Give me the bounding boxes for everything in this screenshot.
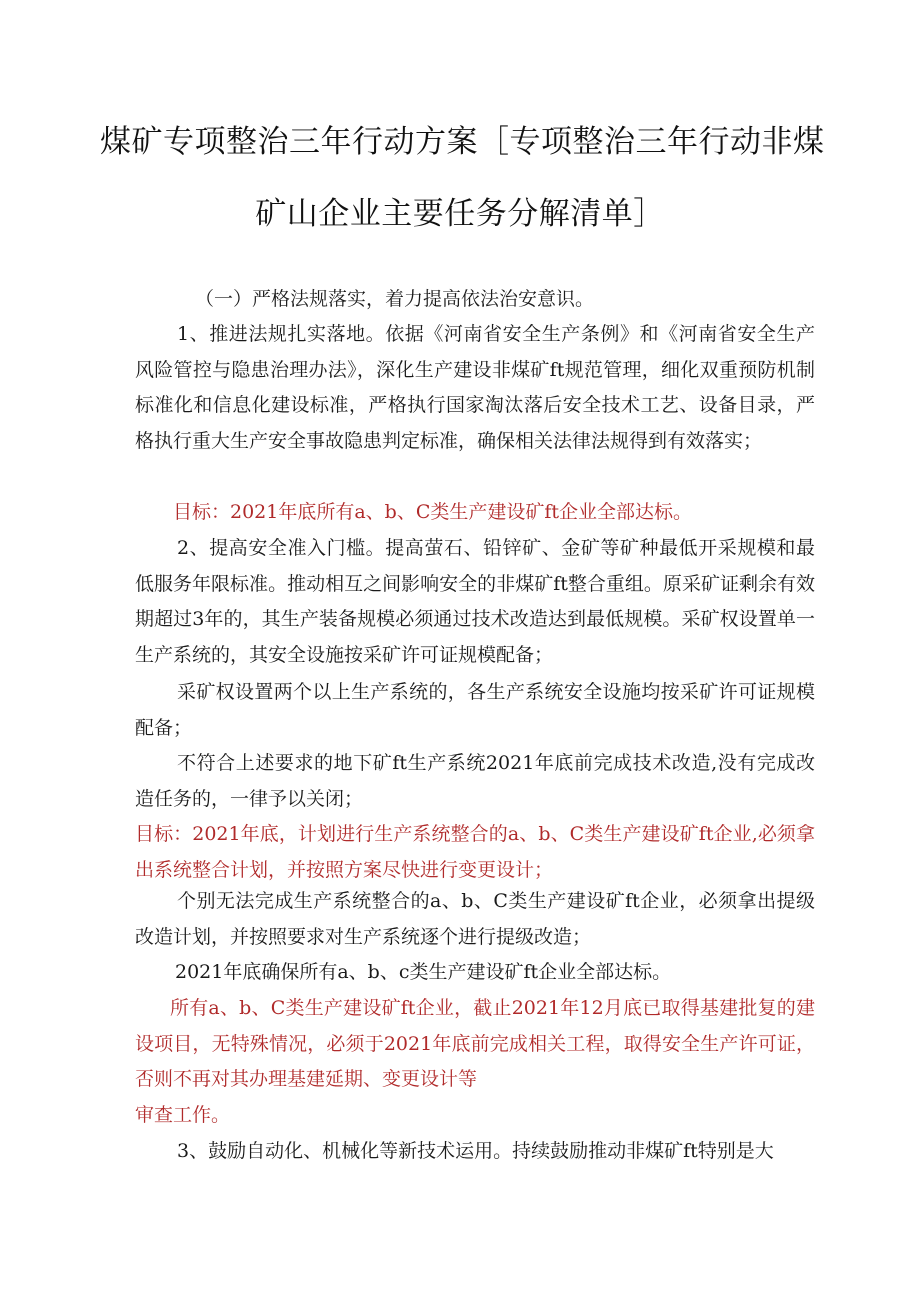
paragraph-item-3: 3、鼓励自动化、机械化等新技术运用。持续鼓励推动非煤矿ft特别是大 bbox=[177, 1140, 774, 1162]
paragraph-item-2: 2、提高安全准入门槛。提高萤石、铅锌矿、金矿等矿种最低开采规模和最低服务年限标准。推动相互之间影响安全的非煤矿ft整合重组。原采矿证剩余有效期超过3年的，其生产装备规模必须通过技术改造达到最低规模。采矿权设置单一生产系统的，其安全设施按采矿许可证规模配备； bbox=[135, 537, 815, 666]
paragraph-underground-mines: 不符合上述要求的地下矿ft生产系统2021年底前完成技术改造,没有完成改造任务的，一律予以关闭； bbox=[135, 752, 815, 810]
target-paragraph-3: 所有a、b、C类生产建设矿ft企业，截止2021年12月底已取得基建批复的建设项目，无特殊情况，必须于2021年底前完成相关工程，取得安全生产许可证，否则不再对其办理基建延期、变更设计等 bbox=[135, 997, 815, 1090]
document-title-line-1: 煤矿专项整治三年行动方案［专项整治三年行动非煤 bbox=[100, 124, 825, 160]
document-title-line-2: 矿山企业主要任务分解清单］ bbox=[255, 196, 665, 232]
target-paragraph-1: 目标：2021年底所有a、b、C类生产建设矿ft企业全部达标。 bbox=[173, 501, 693, 523]
paragraph-2021-compliance: 2021年底确保所有a、b、c类生产建设矿ft企业全部达标。 bbox=[175, 961, 672, 983]
paragraph-upgrade-plan: 个别无法完成生产系统整合的a、b、C类生产建设矿ft企业，必须拿出提级改造计划，并按照要求对生产系统逐个进行提级改造； bbox=[135, 890, 815, 948]
target-paragraph-3-continued: 审查工作。 bbox=[135, 1104, 231, 1126]
section-heading: （一）严格法规落实，着力提高依法治安意识。 bbox=[195, 288, 595, 310]
paragraph-mining-rights: 采矿权设置两个以上生产系统的，各生产系统安全设施均按采矿许可证规模配备； bbox=[135, 681, 815, 739]
paragraph-item-1: 1、推进法规扎实落地。依据《河南省安全生产条例》和《河南省安全生产风险管控与隐患治理办法》，深化生产建设非煤矿ft规范管理，细化双重预防机制标准化和信息化建设标准，严格执行国家淘汰落后安全技术工艺、设备目录，严格执行重大生产安全事故隐患判定标准，确保相关法律法规得到有效落实； bbox=[135, 323, 815, 452]
target-paragraph-2: 目标：2021年底，计划进行生产系统整合的a、b、C类生产建设矿ft企业,必须拿出系统整合计划，并按照方案尽快进行变更设计； bbox=[135, 823, 815, 881]
